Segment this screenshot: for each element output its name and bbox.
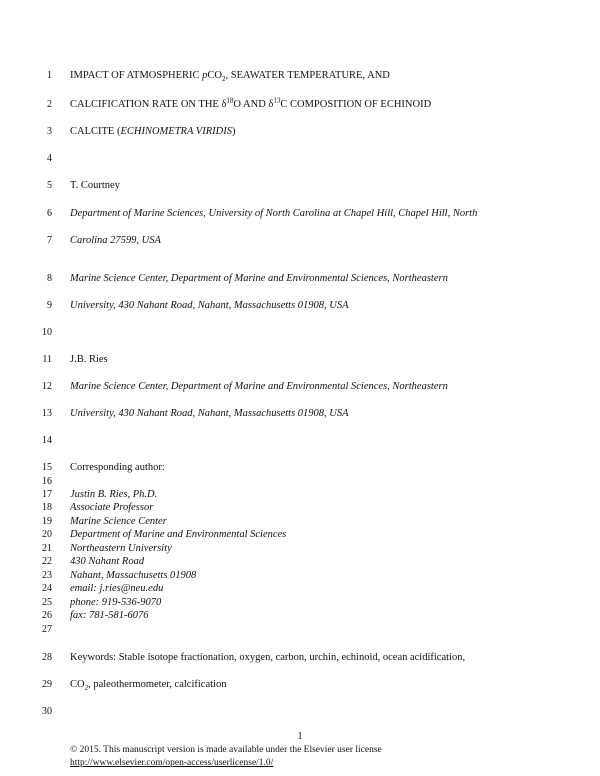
line-number: 17 bbox=[42, 489, 52, 500]
title-line-1 bbox=[70, 69, 390, 83]
line-number: 2 bbox=[47, 99, 52, 110]
line-number: 28 bbox=[42, 652, 52, 663]
line-number: 4 bbox=[47, 153, 52, 164]
line-number: 29 bbox=[42, 679, 52, 690]
manuscript-line-29 bbox=[0, 678, 600, 692]
manuscript-line-4 bbox=[0, 152, 600, 166]
manuscript-line-1 bbox=[0, 69, 600, 83]
title-text: IMPACT OF ATMOSPHERIC bbox=[70, 70, 203, 81]
line-number: 25 bbox=[42, 597, 52, 608]
contact-department: Department of Marine and Environmental Sciences bbox=[70, 529, 287, 540]
manuscript-line-13 bbox=[0, 407, 600, 421]
line-number: 12 bbox=[42, 381, 52, 392]
line-number: 7 bbox=[47, 235, 52, 246]
line-number: 3 bbox=[47, 126, 52, 137]
line-number: 27 bbox=[42, 624, 52, 635]
title-text: CALCIFICATION RATE ON THE δ bbox=[70, 99, 227, 110]
line-number: 9 bbox=[47, 300, 52, 311]
manuscript-line-2 bbox=[0, 98, 600, 112]
manuscript-line-11 bbox=[0, 353, 600, 367]
manuscript-line-12 bbox=[0, 380, 600, 394]
license-url-link[interactable]: http://www.elsevier.com/open-access/userlicense/1.0/ bbox=[70, 758, 274, 768]
contact-position: Associate Professor bbox=[70, 502, 154, 513]
subscript-2: 2 bbox=[222, 75, 226, 84]
title-text: ) bbox=[231, 126, 236, 137]
manuscript-line-23 bbox=[0, 569, 600, 583]
author-affiliation: Marine Science Center, Department of Marine and Environmental Sciences, Northeastern bbox=[70, 273, 448, 284]
line-number: 6 bbox=[47, 208, 52, 219]
manuscript-line-20 bbox=[0, 528, 600, 542]
contact-name: Justin B. Ries, Ph.D. bbox=[70, 489, 158, 500]
manuscript-line-26 bbox=[0, 609, 600, 623]
line-number: 19 bbox=[42, 516, 52, 527]
manuscript-line-3 bbox=[0, 125, 600, 139]
title-line-2 bbox=[70, 98, 431, 112]
author-affiliation: Department of Marine Sciences, University of North Carolina at Chapel Hill, Chapel Hill, North bbox=[70, 208, 478, 219]
license-notice: © 2015. This manuscript version is made available under the Elsevier user license bbox=[70, 745, 382, 755]
keywords-line-1: Keywords: Stable isotope fractionation, oxygen, carbon, urchin, echinoid, ocean acidification, bbox=[70, 652, 466, 663]
line-number: 21 bbox=[42, 543, 52, 554]
contact-email: email: j.ries@neu.edu bbox=[70, 583, 164, 594]
title-text: , SEAWATER TEMPERATURE, AND bbox=[225, 70, 390, 81]
page-number: 1 bbox=[297, 731, 303, 742]
manuscript-line-14 bbox=[0, 434, 600, 448]
line-number: 24 bbox=[42, 583, 52, 594]
line-number: 13 bbox=[42, 408, 52, 419]
title-partial-pressure-p: p bbox=[202, 70, 208, 81]
author-affiliation: University, 430 Nahant Road, Nahant, Massachusetts 01908, USA bbox=[70, 300, 349, 311]
manuscript-line-8 bbox=[0, 272, 600, 286]
line-number: 26 bbox=[42, 610, 52, 621]
line-number: 1 bbox=[47, 70, 52, 81]
manuscript-line-27 bbox=[0, 623, 600, 637]
manuscript-line-9 bbox=[0, 299, 600, 313]
line-number: 14 bbox=[42, 435, 52, 446]
title-line-3 bbox=[70, 125, 235, 139]
line-number: 11 bbox=[42, 354, 52, 365]
manuscript-line-30 bbox=[0, 705, 600, 719]
superscript-18: 18 bbox=[226, 96, 234, 105]
author-name: J.B. Ries bbox=[70, 354, 108, 365]
line-number: 15 bbox=[42, 462, 52, 473]
contact-phone: phone: 919-536-9070 bbox=[70, 597, 162, 608]
manuscript-line-21 bbox=[0, 542, 600, 556]
author-affiliation: University, 430 Nahant Road, Nahant, Massachusetts 01908, USA bbox=[70, 408, 349, 419]
line-number: 20 bbox=[42, 529, 52, 540]
manuscript-line-7 bbox=[0, 234, 600, 248]
manuscript-line-10 bbox=[0, 326, 600, 340]
manuscript-line-17 bbox=[0, 488, 600, 502]
contact-street: 430 Nahant Road bbox=[70, 556, 145, 567]
line-number: 8 bbox=[47, 273, 52, 284]
author-affiliation: Carolina 27599, USA bbox=[70, 235, 161, 246]
line-number: 23 bbox=[42, 570, 52, 581]
keywords-line-2 bbox=[70, 678, 226, 692]
contact-fax: fax: 781-581-6076 bbox=[70, 610, 149, 621]
title-co2: CO bbox=[207, 70, 223, 81]
keyword-co2: CO bbox=[70, 679, 85, 690]
line-number: 22 bbox=[42, 556, 52, 567]
manuscript-line-15 bbox=[0, 461, 600, 475]
contact-unit: Marine Science Center bbox=[70, 516, 167, 527]
keyword-text: , paleothermometer, calcification bbox=[88, 679, 227, 690]
line-number: 10 bbox=[42, 327, 52, 338]
line-number: 18 bbox=[42, 502, 52, 513]
manuscript-line-25 bbox=[0, 596, 600, 610]
contact-city: Nahant, Massachusetts 01908 bbox=[70, 570, 197, 581]
manuscript-line-19 bbox=[0, 515, 600, 529]
manuscript-line-16 bbox=[0, 475, 600, 489]
species-name: ECHINOMETRA VIRIDIS bbox=[120, 126, 232, 137]
title-text: O AND δ bbox=[233, 99, 274, 110]
author-affiliation: Marine Science Center, Department of Marine and Environmental Sciences, Northeastern bbox=[70, 381, 448, 392]
manuscript-line-22 bbox=[0, 555, 600, 569]
subscript-2: 2 bbox=[84, 684, 89, 693]
title-text: C COMPOSITION OF ECHINOID bbox=[280, 99, 432, 110]
manuscript-line-28 bbox=[0, 651, 600, 665]
manuscript-line-6 bbox=[0, 207, 600, 221]
superscript-13: 13 bbox=[273, 96, 281, 105]
manuscript-line-18 bbox=[0, 501, 600, 515]
manuscript-line-5 bbox=[0, 179, 600, 193]
line-number: 16 bbox=[42, 476, 52, 487]
line-number: 5 bbox=[47, 180, 52, 191]
line-number: 30 bbox=[42, 706, 52, 717]
title-text: CALCITE ( bbox=[70, 126, 121, 137]
author-name: T. Courtney bbox=[70, 180, 120, 191]
contact-university: Northeastern University bbox=[70, 543, 172, 554]
manuscript-line-24 bbox=[0, 582, 600, 596]
corresponding-author-heading: Corresponding author: bbox=[70, 462, 165, 473]
